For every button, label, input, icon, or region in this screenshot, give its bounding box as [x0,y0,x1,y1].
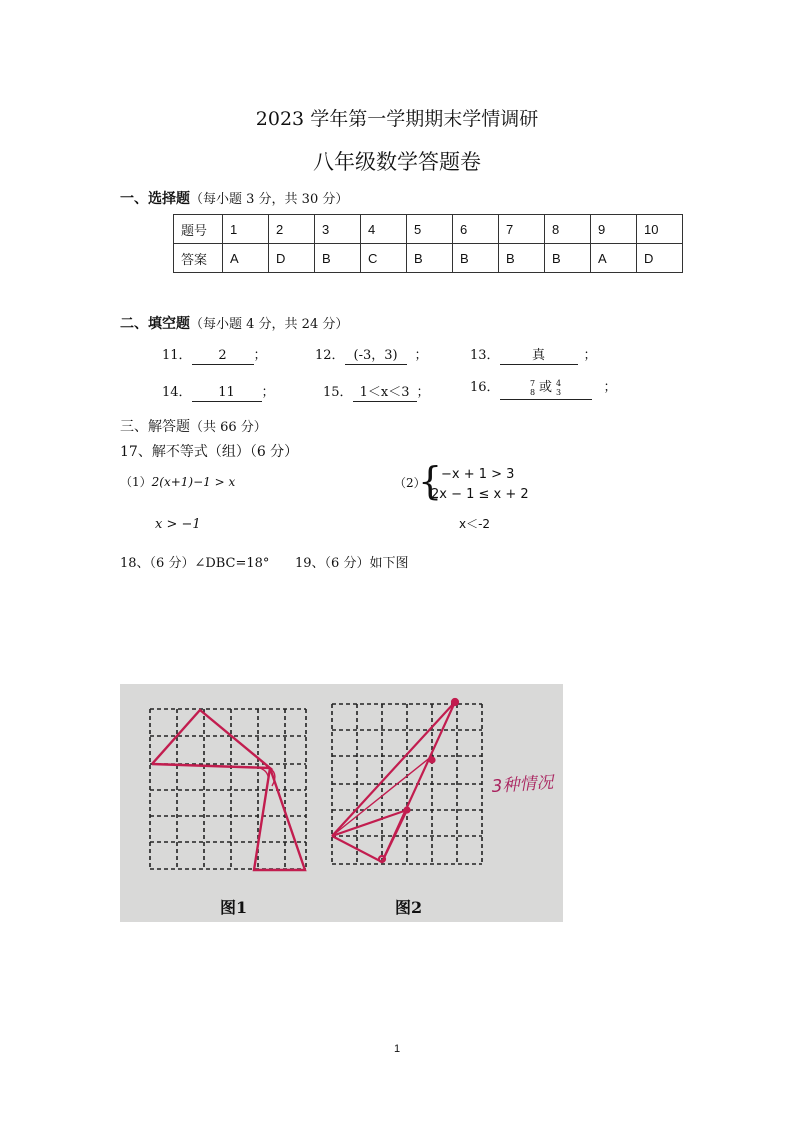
answer-cell-1: A [223,244,269,273]
q14-number: 14． [162,385,192,400]
answer-table-row-answers [174,244,683,273]
q19-answer: 19、（6 分）如下图 [295,556,409,571]
fill-q16 [470,376,617,400]
answer-num-2: 2 [269,215,315,244]
answer-num-7: 7 [499,215,545,244]
q16-sep: ； [603,380,617,395]
grid-figure-2 [332,704,482,864]
q17-part2-label: （2） [394,476,426,490]
q12-sep: ； [414,348,428,363]
answer-cell-2: D [269,244,315,273]
answer-num-9: 9 [591,215,637,244]
q16-f2-den: 3 [556,387,562,397]
answer-num-6: 6 [453,215,499,244]
fill-q14 [162,381,275,402]
q16-f2-num: 4 [556,378,562,388]
answer-cell-8: B [545,244,591,273]
answer-num-1: 1 [223,215,269,244]
answer-cell-3: B [315,244,361,273]
section3-note: （共 66 分） [190,420,267,435]
q16-f1-num: 7 [529,378,536,388]
q15-number: 15． [323,385,353,400]
answer-num-5: 5 [407,215,453,244]
q16-fraction-2 [556,379,561,397]
q17-part1-label: （1） [120,475,152,489]
answer-num-8: 8 [545,215,591,244]
answer-table-header-ans: 答案 [174,244,223,273]
answer-cell-6: B [453,244,499,273]
q16-f1-den: 8 [529,387,536,397]
exam-title: 2023 学年第一学期期末学情调研 [255,108,539,130]
q11-sep: ； [253,348,267,363]
q17-part2-line2: 2x − 1 ≤ x + 2 [431,487,529,502]
figure-caption-1: 图1 [220,898,248,917]
figure-caption-2: 图2 [395,898,423,917]
q17-part2-line1: −x + 1 > 3 [441,467,515,482]
q13-sep: ； [583,348,597,363]
fill-q15 [323,381,430,402]
q13-answer: 真 [500,348,578,365]
section2-heading [120,313,348,333]
fill-q13 [470,344,597,365]
answer-num-3: 3 [315,215,361,244]
exam-subtitle: 八年级数学答题卷 [313,150,481,174]
handwritten-note: 3种情况 [490,772,555,797]
q16-number: 16． [470,380,500,395]
section1-label: 一、选择题 [120,191,190,207]
figure-photo [120,684,563,922]
section3-label: 三、解答题 [120,419,190,435]
q14-sep: ； [261,385,275,400]
q11-number: 11． [162,348,192,363]
answer-num-4: 4 [361,215,407,244]
answer-table-row-numbers [174,215,683,244]
fill-q11 [162,344,267,365]
q16-fraction-1 [530,379,535,397]
answer-num-10: 10 [637,215,683,244]
page-number: 1 [393,1043,401,1055]
q17-part1-expr: 2(x+1)−1 > x [151,475,236,489]
answer-table-header-num: 题号 [174,215,223,244]
q15-answer: 1＜x＜3 [353,385,417,402]
triangles-figure-2 [332,699,458,862]
q17-part2-brace: { [418,459,443,503]
q12-answer: (-3，3) [345,348,407,365]
answer-cell-5: B [407,244,453,273]
answer-cell-10: D [637,244,683,273]
q12-number: 12． [315,348,345,363]
answer-cell-7: B [499,244,545,273]
q14-answer: 11 [192,385,262,402]
section2-note: （每小题 4 分，共 24 分） [190,317,349,332]
fill-q12 [315,344,428,365]
section3-heading [120,416,267,436]
answer-table [173,214,683,273]
q17-part1 [120,473,235,490]
q16-or: 或 [539,380,553,395]
q17-title: 17、解不等式（组）（6 分） [120,444,299,460]
section1-note: （每小题 3 分，共 30 分） [190,192,349,207]
q11-answer: 2 [192,348,254,365]
q17-part1-answer: x > −1 [155,517,201,532]
section2-label: 二、填空题 [120,316,190,332]
q17-part2-answer: x＜-2 [459,517,491,531]
q16-answer [500,377,592,400]
q15-sep: ； [416,385,430,400]
answer-cell-4: C [361,244,407,273]
figure-svg [120,684,563,922]
q18-answer: 18、（6 分）∠DBC=18° [120,556,270,571]
answer-cell-9: A [591,244,637,273]
q13-number: 13． [470,348,500,363]
section1-heading [120,188,348,208]
